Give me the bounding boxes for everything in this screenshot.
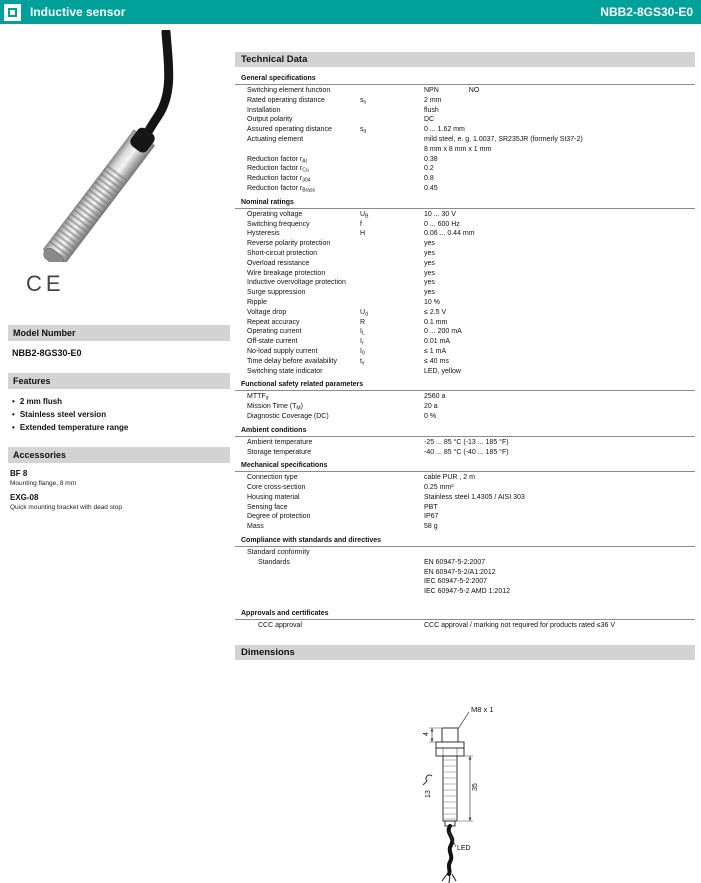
spec-label: Hysteresis (247, 230, 280, 238)
spec-row (235, 125, 695, 135)
spec-row (235, 210, 695, 220)
spec-section (235, 423, 695, 458)
spec-label: Assured operating distance (247, 126, 332, 134)
spec-value: 2 mm (424, 96, 442, 104)
spec-symbol (360, 392, 424, 402)
spec-section (235, 377, 695, 421)
spec-row (235, 115, 695, 125)
spec-symbol: $s_n$ (360, 96, 367, 106)
section-header: Compliance with standards and directives (235, 533, 695, 547)
spec-value: 10 ... 30 V (424, 210, 456, 218)
spec-value: mild steel, e. g. 1.0037, SR235JR (formerly St37-2) 8 mm x 8 mm x 1 mm (424, 135, 583, 153)
spec-symbol (360, 184, 424, 194)
spec-row (235, 298, 695, 308)
spec-symbol: $I_0$ (360, 347, 365, 357)
spec-value: yes (424, 289, 435, 297)
dim4-extension-lines (429, 728, 441, 742)
spec-row (235, 438, 695, 448)
section-header: Functional safety related parameters (235, 377, 695, 391)
spec-row (235, 347, 695, 357)
spec-label: No-load supply current (247, 347, 318, 355)
spec-label: Surge suppression (247, 289, 306, 297)
spec-row (235, 493, 695, 503)
spec-symbol (360, 483, 424, 493)
technical-data-header: Technical Data (235, 52, 695, 67)
spec-row (235, 522, 695, 532)
spec-value: 58 g (424, 523, 438, 531)
spec-section (235, 606, 695, 631)
spec-symbol: f (360, 220, 362, 228)
sensor-barrel (40, 124, 160, 262)
spec-label: Mass (247, 523, 264, 531)
spec-symbol: $t_v$ (360, 357, 365, 367)
section-header: Approvals and certificates (235, 606, 695, 620)
spec-label: Connection type (247, 474, 298, 482)
spec-label: Standard conformity (247, 549, 310, 557)
spec-row (235, 512, 695, 522)
spec-label: Actuating element (247, 135, 304, 143)
spec-symbol (360, 367, 424, 377)
spec-value: 0.25 mm² (424, 484, 454, 492)
spec-symbol (360, 621, 424, 631)
dim35-label: 35 (472, 783, 479, 791)
spec-row (235, 259, 695, 269)
spec-symbol (360, 259, 424, 269)
spec-row (235, 135, 695, 155)
spec-value: 20 a (424, 403, 438, 411)
ce-mark: CE (26, 271, 65, 296)
spec-symbol (360, 278, 424, 288)
section-header: Nominal ratings (235, 195, 695, 209)
spec-symbol: $I_r$ (360, 338, 364, 347)
spec-label: Installation (247, 106, 281, 114)
spec-label: Reduction factor $r_{304}$ (247, 175, 311, 184)
spec-value: 0.01 mA (424, 338, 451, 346)
spec-value: 0.8 (424, 175, 434, 183)
wrench-flats-icon (423, 775, 432, 785)
accessory-description: Mounting flange, 8 mm (10, 480, 77, 487)
spec-value: 10 % (424, 298, 440, 306)
spec-value: 0 ... 200 mA (424, 328, 462, 336)
led-label: LED (457, 844, 471, 852)
spec-symbol (360, 298, 424, 308)
spec-symbol (360, 135, 424, 155)
spec-value: Stainless steel 1.4305 / AISI 303 (424, 493, 525, 501)
spec-row (235, 288, 695, 298)
spec-value: CCC approval / marking not required for products rated ≤36 V (424, 622, 615, 630)
spec-row (235, 327, 695, 337)
spec-symbol (360, 164, 424, 174)
spec-label: Operating voltage (247, 210, 303, 218)
spec-row (235, 357, 695, 367)
accessories-header: Accessories (8, 447, 230, 463)
sensor-pictogram-icon (4, 4, 21, 21)
spec-label: Repeat accuracy (247, 318, 300, 326)
spec-symbol: H (360, 230, 366, 238)
page-title: Inductive sensor (30, 5, 126, 19)
technical-sections (235, 71, 695, 631)
feature-item: • Extended temperature range (12, 423, 129, 432)
spec-label: Time delay before availability (247, 357, 338, 365)
spec-row (235, 164, 695, 174)
spec-section (235, 195, 695, 377)
spec-symbol: $s_a$ (360, 126, 367, 135)
spec-value: flush (424, 106, 439, 114)
spec-row (235, 548, 695, 558)
spec-label: $MTTF_d$ (247, 393, 269, 402)
spec-symbol: $U_B$ (360, 210, 369, 220)
spec-value: EN 60947-5-2:2007 EN 60947-5-2/A1:2012 IEC 60947-5-2:2007 IEC 60947-5-2 AMD 1:2012 (424, 558, 510, 596)
spec-section (235, 458, 695, 532)
dim4-label: 4 (423, 731, 430, 736)
product-photo (8, 30, 218, 262)
spec-value: 0.45 (424, 184, 438, 192)
spec-symbol (360, 86, 424, 96)
spec-label: Switching frequency (247, 220, 310, 228)
spec-value: -40 ... 85 °C (-40 ... 185 °F) (424, 448, 509, 456)
right-column (235, 52, 695, 883)
spec-value: 0 ... 1.62 mm (424, 126, 465, 134)
section-header: Mechanical specifications (235, 458, 695, 472)
spec-symbol (360, 503, 424, 513)
dim35-extension-lines (458, 756, 473, 821)
spec-symbol (360, 512, 424, 522)
spec-row (235, 155, 695, 165)
dimensions-header: Dimensions (235, 645, 695, 660)
spec-label: Reduction factor $r_{Al}$ (247, 155, 307, 165)
spec-value: ≤ 1 mA (424, 347, 447, 355)
spec-row (235, 402, 695, 412)
thread-texture (48, 163, 129, 258)
spec-row (235, 448, 695, 458)
bullet-icon: • (12, 397, 15, 406)
nut-band-2 (436, 748, 464, 756)
spec-symbol: $I_L$ (360, 328, 365, 337)
spec-value: DC (424, 116, 435, 124)
spec-row (235, 239, 695, 249)
spec-symbol (360, 438, 424, 448)
left-column (8, 30, 230, 512)
bullet-icon: • (12, 410, 15, 419)
spec-label: Inductive overvoltage protection (247, 279, 346, 287)
spec-value: NPN NO (424, 87, 480, 94)
spec-value: ≤ 2.5 V (424, 308, 447, 316)
spec-row (235, 392, 695, 402)
spec-label: Reduction factor $r_{Cu}$ (247, 165, 309, 174)
features-list (12, 395, 230, 434)
spec-row (235, 96, 695, 106)
spec-label: Operating current (247, 328, 302, 336)
model-number-value: NBB2-8GS30-E0 (12, 348, 82, 358)
spec-label: CCC approval (258, 622, 302, 630)
spec-row (235, 318, 695, 328)
spec-value: PBT (424, 503, 438, 511)
spec-label: Output polarity (247, 116, 293, 124)
spec-value: 0.1 mm (424, 318, 448, 326)
spec-label: Off-state current (247, 338, 298, 346)
spec-value: yes (424, 279, 435, 287)
thread-label: M8 x 1 (471, 704, 494, 714)
spec-label: Voltage drop (247, 308, 287, 316)
spec-symbol: $U_d$ (360, 308, 368, 318)
spec-value: IP67 (424, 513, 439, 521)
spec-value: yes (424, 259, 435, 267)
header-model-number: NBB2-8GS30-E0 (600, 5, 693, 19)
spec-symbol (360, 174, 424, 184)
sensor-cable (147, 32, 169, 134)
spec-symbol (360, 448, 424, 458)
dimension-drawing-area (235, 698, 695, 883)
spec-row (235, 412, 695, 422)
spec-row (235, 308, 695, 318)
spec-row (235, 278, 695, 288)
spec-value: yes (424, 249, 435, 257)
spec-row (235, 483, 695, 493)
spec-row (235, 337, 695, 347)
spec-label: Mission Time $(T_M)$ (247, 403, 303, 412)
spec-symbol (360, 239, 424, 249)
spec-row (235, 249, 695, 259)
spec-symbol: R (360, 318, 366, 326)
spec-symbol (360, 548, 424, 558)
spec-symbol (360, 522, 424, 532)
feature-item: • 2 mm flush (12, 397, 63, 406)
spec-symbol (360, 249, 424, 259)
spec-symbol (360, 402, 424, 412)
spec-value (424, 548, 695, 558)
spec-value: 2560 a (424, 393, 446, 401)
accessory-name: EXG-08 (10, 493, 39, 502)
spec-label: Core cross-section (247, 484, 306, 492)
spec-value: yes (424, 269, 435, 277)
spec-symbol (360, 558, 424, 597)
spec-row (235, 184, 695, 194)
accessories-list (8, 468, 230, 512)
features-header: Features (8, 373, 230, 389)
spec-row (235, 106, 695, 116)
spec-symbol (360, 115, 424, 125)
spec-label: Ripple (247, 298, 267, 306)
spec-value: ≤ 40 ms (424, 357, 449, 365)
section-header: Ambient conditions (235, 423, 695, 437)
spec-label: Housing material (247, 493, 300, 501)
header-bar (0, 0, 701, 24)
spec-label: Rated operating distance (247, 96, 325, 104)
spec-value: LED, yellow (424, 367, 461, 375)
spec-label: Degree of protection (247, 513, 311, 521)
feature-item: • Stainless steel version (12, 410, 107, 419)
spec-row (235, 558, 695, 597)
spec-symbol (360, 106, 424, 116)
dim13-label: 13 (425, 790, 432, 798)
spec-value: 0.2 (424, 165, 434, 173)
spec-value-2: NO (468, 87, 480, 94)
spec-row (235, 174, 695, 184)
spec-symbol (360, 269, 424, 279)
spec-label: Short-circuit protection (247, 249, 318, 257)
spec-symbol (360, 288, 424, 298)
spec-row (235, 269, 695, 279)
accessory-description: Quick mounting bracket with dead stop (10, 504, 123, 511)
dimension-drawing (385, 698, 545, 883)
spec-section (235, 71, 695, 194)
spec-row (235, 503, 695, 513)
bullet-icon: • (12, 423, 15, 432)
spec-row (235, 229, 695, 239)
spec-row (235, 473, 695, 483)
spec-label: Standards (258, 558, 290, 566)
nut-band-1 (436, 742, 464, 748)
spec-value: -25 ... 85 °C (-13 ... 185 °F) (424, 438, 509, 446)
spec-label: Storage temperature (247, 448, 312, 456)
spec-row (235, 86, 695, 96)
spec-label: Overload resistance (247, 259, 310, 267)
spec-label: Ambient temperature (247, 438, 313, 446)
spec-value: cable PUR , 2 m (424, 474, 475, 482)
spec-symbol (360, 473, 424, 483)
spec-label: Switching state indicator (247, 367, 323, 375)
spec-value: 0 ... 600 Hz (424, 220, 460, 228)
spec-value: 0 % (424, 412, 437, 420)
spec-label: Reduction factor $r_{Brass}$ (247, 184, 316, 194)
accessory-name: BF 8 (10, 469, 28, 478)
spec-label: Switching element function (247, 87, 331, 94)
spec-row (235, 367, 695, 377)
spec-symbol (360, 493, 424, 503)
model-number-header: Model Number (8, 325, 230, 341)
section-header: General specifications (235, 71, 695, 85)
spec-symbol (360, 412, 424, 422)
spec-label: Diagnostic Coverage (DC) (247, 412, 329, 420)
sensor-tip-outline (442, 728, 458, 742)
spec-value: 0.38 (424, 155, 438, 163)
spec-value: 0.06 ... 0.44 mm (424, 230, 475, 238)
spec-symbol (360, 155, 424, 165)
spec-label: Sensing face (247, 503, 288, 511)
spec-value: yes (424, 240, 435, 248)
spec-label: Reverse polarity protection (247, 240, 331, 248)
spec-row (235, 621, 695, 631)
spec-row (235, 220, 695, 230)
spec-section (235, 533, 695, 597)
spec-label: Wire breakage protection (247, 269, 326, 277)
